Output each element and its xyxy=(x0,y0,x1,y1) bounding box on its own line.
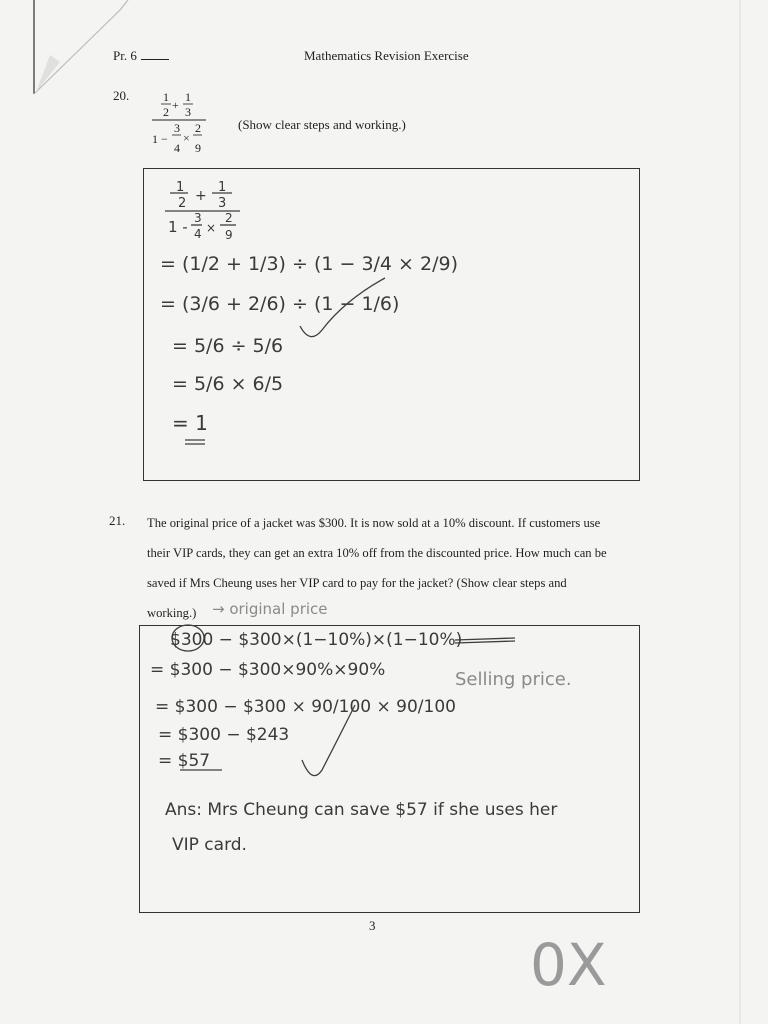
page-number: 3 xyxy=(369,918,376,933)
expr-den-a: 2 xyxy=(163,105,169,119)
grade-mark: 0X xyxy=(530,931,607,999)
svg-text:1 -: 1 - xyxy=(168,218,188,236)
q20-step-4: = 5/6 × 6/5 xyxy=(172,373,284,395)
svg-text:9: 9 xyxy=(225,228,233,242)
svg-text:3: 3 xyxy=(194,211,202,225)
svg-text:2: 2 xyxy=(225,211,233,225)
expr-num-d: 2 xyxy=(195,121,201,135)
expr-num-a: 1 xyxy=(163,90,169,104)
expr-plus: + xyxy=(172,98,179,112)
question-20-number: 20. xyxy=(113,88,130,103)
question-21-line-3: saved if Mrs Cheung uses her VIP card to pay for the jacket? (Show clear steps and xyxy=(147,576,567,590)
svg-text:1: 1 xyxy=(176,180,185,195)
question-21-number: 21. xyxy=(109,513,126,528)
q21-answer-a: Ans: Mrs Cheung can save $57 if she uses her xyxy=(165,800,558,820)
q21-note-original: → original price xyxy=(212,600,328,618)
expr-den-c: 4 xyxy=(174,141,180,155)
q21-scribble xyxy=(455,638,515,640)
question-21-line-1: The original price of a jacket was $300. It is now sold at a 10% discount. If customers use xyxy=(147,516,601,530)
q21-line-2: = $300 − $300×90%×90% xyxy=(150,660,386,680)
q21-line-1: $300 − $300×(1−10%)×(1−10%) xyxy=(170,630,463,650)
class-label-text: Pr. 6 xyxy=(113,48,137,63)
q21-line-3: = $300 − $300 × 90/100 × 90/100 xyxy=(155,697,456,717)
q20-step-2: = (3/6 + 2/6) ÷ (1 − 1/6) xyxy=(160,293,400,315)
q21-answer-b: VIP card. xyxy=(172,835,247,855)
svg-text:3: 3 xyxy=(218,196,227,211)
question-21-line-4: working.) xyxy=(147,606,197,620)
q20-handwritten-expression xyxy=(165,180,240,242)
svg-text:×: × xyxy=(206,221,217,235)
question-20-instruction: (Show clear steps and working.) xyxy=(238,117,406,132)
q20-step-3: = 5/6 ÷ 5/6 xyxy=(172,335,284,357)
expr-den-d: 9 xyxy=(195,141,201,155)
question-21-line-2: their VIP cards, they can get an extra 10% off from the discounted price. How much can be xyxy=(147,546,607,560)
page-title: Mathematics Revision Exercise xyxy=(304,48,469,63)
q21-line-5: = $57 xyxy=(158,751,211,771)
svg-text:2: 2 xyxy=(178,196,187,211)
q20-step-1: = (1/2 + 1/3) ÷ (1 − 3/4 × 2/9) xyxy=(160,253,459,275)
expr-one-minus: 1 − xyxy=(152,132,168,146)
svg-text:+: + xyxy=(195,188,207,204)
expr-num-b: 1 xyxy=(185,90,191,104)
q20-step-5: = 1 xyxy=(172,411,208,435)
expr-times: × xyxy=(183,131,190,145)
expr-den-b: 3 xyxy=(185,105,191,119)
svg-text:4: 4 xyxy=(194,227,202,241)
q21-line-4: = $300 − $243 xyxy=(158,725,290,745)
svg-text:1: 1 xyxy=(218,180,227,195)
q21-selling-price: Selling price. xyxy=(455,669,572,690)
expr-num-c: 3 xyxy=(174,121,180,135)
